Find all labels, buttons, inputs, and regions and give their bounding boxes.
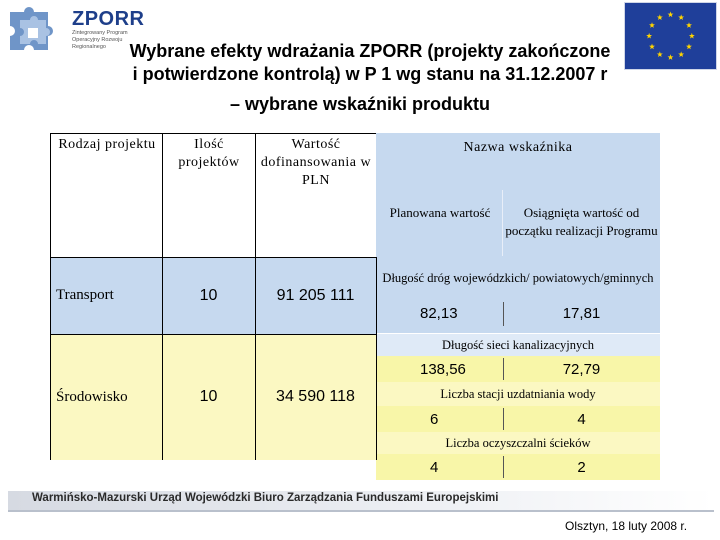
footer-institution: Warmińsko-Mazurski Urząd Wojewódzki Biuro Zarządzania Funduszami Europejskimi	[32, 492, 499, 504]
indicator-sewage-planned: 138,56	[420, 360, 466, 378]
logo-subtitle: Zintegrowany Program Operacyjny Rozwoju Regionalnego	[72, 30, 128, 50]
indicator-sewage-achieved: 72,79	[562, 360, 601, 378]
header-planned: Planowana wartość	[389, 205, 491, 220]
zporr-puzzle-logo-icon	[6, 6, 60, 58]
header-achieved: Osiągnięta wartość od początku realizacji Programu	[505, 205, 658, 238]
indicator-roads-planned: 82,13	[420, 304, 458, 322]
indicator-water-achieved: 4	[577, 410, 586, 428]
indicator-sewage-name: Długość sieci kanalizacyjnych	[441, 337, 595, 352]
indicator-roads-achieved: 17,81	[562, 304, 601, 322]
title-line-1: Wybrane efekty wdrażania ZPORR (projekty zakończone	[129, 41, 611, 61]
header-indicator-name: Nazwa wskaźnika	[463, 140, 573, 155]
row-environment-count: 10	[199, 388, 218, 405]
header-funding: Wartość dofinansowania w PLN	[260, 137, 372, 188]
page-title	[60, 40, 680, 86]
indicator-water-planned: 6	[430, 410, 439, 428]
row-environment-type: Środowisko	[56, 388, 128, 405]
indicator-treatment-achieved: 2	[577, 458, 586, 476]
indicator-treatment-name: Liczba oczyszczalni ścieków	[445, 435, 591, 450]
row-transport-funding: 91 205 111	[276, 286, 355, 304]
row-transport-count: 10	[199, 286, 218, 304]
indicator-roads-name: Długość dróg wojewódzkich/ powiatowych/gminnych	[382, 270, 654, 285]
title-line-2: i potwierdzone kontrolą) w P 1 wg stanu na 31.12.2007 r	[132, 64, 608, 84]
footer-date: Olsztyn, 18 luty 2008 r.	[565, 519, 688, 533]
logo-title: ZPORR	[72, 8, 145, 30]
header-project-type: Rodzaj projektu	[58, 137, 156, 152]
header-count: Ilość projektów	[178, 137, 240, 170]
row-transport-type: Transport	[56, 287, 114, 303]
page-subtitle: – wybrane wskaźniki produktu	[229, 94, 491, 114]
indicator-treatment-planned: 4	[430, 458, 439, 476]
indicator-water-name: Liczba stacji uzdatniania wody	[440, 386, 596, 401]
row-environment-funding: 34 590 118	[276, 388, 355, 405]
